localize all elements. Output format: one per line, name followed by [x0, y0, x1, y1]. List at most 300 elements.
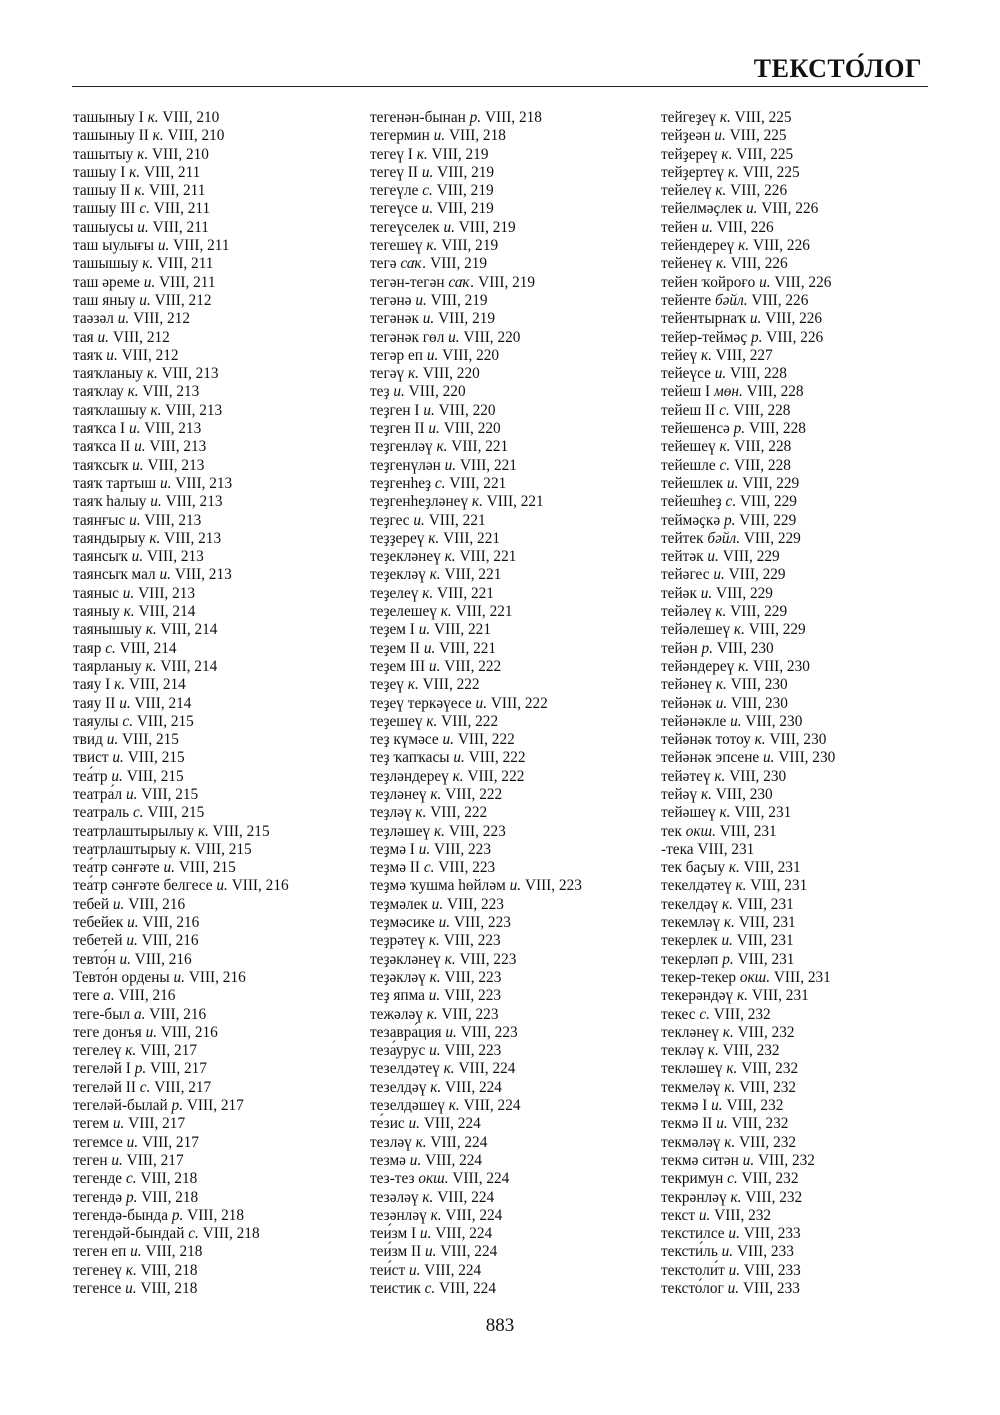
entry-reference: VIII, 229 — [722, 548, 780, 566]
entry-word: ташышыу — [73, 255, 139, 273]
entry-word: теге — [73, 987, 100, 1005]
entry-word: тегемсе — [73, 1133, 123, 1151]
index-entry — [370, 1024, 582, 1042]
entry-word: театраль — [73, 804, 130, 822]
entry-word: тейешле — [661, 456, 716, 474]
entry-word: текстоли́т — [661, 1261, 725, 1279]
index-entry — [661, 1115, 835, 1133]
index-entry — [73, 420, 289, 438]
index-entry — [661, 969, 835, 987]
entry-part-of-speech: к. — [147, 109, 159, 126]
entry-part-of-speech: и. — [119, 694, 131, 712]
entry-part-of-speech: и. — [150, 493, 162, 511]
index-entry — [73, 219, 289, 237]
index-entry — [73, 749, 289, 767]
index-entry — [661, 987, 835, 1005]
entry-word: тейелмәҫлек — [661, 200, 743, 218]
index-entry — [73, 1170, 289, 1188]
entry-part-of-speech: и. — [423, 401, 435, 419]
entry-word: теҙгенләү — [370, 438, 433, 456]
entry-word: текмеләү — [661, 1078, 721, 1096]
entry-part-of-speech: к. — [738, 237, 750, 255]
entry-reference: VIII, 224 — [452, 1170, 510, 1188]
entry-part-of-speech: и. — [429, 1042, 441, 1060]
entry-part-of-speech: и. — [106, 346, 118, 364]
entry-reference: VIII, 215 — [212, 822, 270, 840]
entry-word: теҙ — [370, 383, 390, 401]
entry-part-of-speech: к. — [730, 1188, 742, 1206]
index-entry — [661, 1225, 835, 1243]
entry-word: тегенеү — [73, 1261, 122, 1279]
index-entry — [370, 329, 582, 347]
entry-reference: VIII, 219 — [431, 145, 489, 163]
index-entry — [73, 146, 289, 164]
index-entry — [661, 1042, 835, 1060]
entry-reference: VIII, 232 — [726, 1097, 784, 1115]
entry-part-of-speech: к. — [179, 840, 191, 858]
entry-word: теҙмәлек — [370, 895, 428, 913]
entry-word: теймәҫкә — [661, 511, 721, 529]
entry-word: теге донъя — [73, 1023, 142, 1041]
index-entry — [661, 219, 835, 237]
entry-part-of-speech: с. — [105, 639, 116, 657]
entry-word: тексти́ль — [661, 1243, 718, 1261]
index-entry — [370, 255, 582, 273]
entry-part-of-speech: к. — [152, 127, 164, 145]
index-entry — [73, 603, 289, 621]
entry-word: тегендә-бында — [73, 1206, 169, 1224]
entry-part-of-speech: к. — [724, 1078, 736, 1096]
entry-reference: VIII, 215 — [136, 712, 194, 730]
index-entry — [73, 1006, 289, 1024]
entry-reference: VIII, 216 — [141, 932, 199, 950]
entry-reference: VIII, 216 — [188, 968, 246, 986]
index-entry — [370, 987, 582, 1005]
entry-reference: VIII, 219 — [430, 291, 488, 309]
entry-part-of-speech: к. — [721, 145, 733, 163]
entry-reference: VIII, 229 — [743, 529, 801, 547]
index-entry — [370, 274, 582, 292]
entry-word: тегеләй-былай — [73, 1097, 168, 1115]
entry-word: текләнеү — [661, 1023, 719, 1041]
entry-part-of-speech: и. — [131, 548, 144, 566]
entry-word: теҙген I — [370, 401, 420, 419]
entry-reference: VIII, 231 — [773, 968, 831, 986]
index-entry — [73, 1189, 289, 1207]
entry-word: текелдәү — [661, 895, 719, 913]
entry-word: тейтәк — [661, 548, 704, 566]
entry-word: теҙем III — [370, 657, 426, 675]
index-entry — [73, 987, 289, 1005]
index-entry — [370, 457, 582, 475]
entry-word: тейешһеҙ — [661, 493, 722, 511]
entry-word: тейәлеү — [661, 603, 712, 621]
entry-reference: VIII, 230 — [769, 731, 827, 749]
entry-part-of-speech: к. — [422, 1188, 434, 1206]
entry-part-of-speech: с. — [434, 474, 446, 492]
entry-part-of-speech: и. — [126, 1133, 139, 1151]
entry-reference: VIII, 231 — [751, 987, 809, 1005]
entry-reference: VIII, 229 — [742, 474, 800, 492]
entry-word: теза́урус — [370, 1042, 426, 1060]
entry-reference: VIII, 210 — [162, 109, 220, 126]
entry-part-of-speech: и. — [157, 237, 170, 255]
entry-reference: VIII, 232 — [737, 1023, 795, 1041]
index-entry — [73, 365, 289, 383]
entry-part-of-speech: и. — [111, 1151, 123, 1169]
entry-reference: VIII, 233 — [742, 1280, 800, 1297]
entry-reference: VIII, 232 — [722, 1042, 780, 1060]
entry-reference: VIII, 214 — [160, 657, 218, 675]
entry-reference: VIII, 225 — [742, 163, 800, 181]
entry-part-of-speech: к. — [444, 548, 456, 566]
index-entry — [661, 768, 835, 786]
entry-word: тегендә — [73, 1188, 123, 1206]
index-entry — [370, 768, 582, 786]
entry-part-of-speech: и. — [127, 914, 139, 932]
entry-reference: VIII, 223 — [453, 914, 511, 932]
entry-word: теҙешеү — [370, 712, 423, 730]
entry-word: тейәнәкле — [661, 712, 727, 730]
index-entry — [73, 347, 289, 365]
entry-word: тексто́лог — [661, 1280, 724, 1297]
entry-word: теи́зм I — [370, 1225, 417, 1243]
entry-word: тегеүселек — [370, 218, 440, 236]
index-entry — [73, 914, 289, 932]
index-entry — [73, 1243, 289, 1261]
entry-word: тейәнәк — [661, 694, 712, 712]
entry-part-of-speech: к. — [471, 493, 483, 511]
entry-word: таяҡ тартыш — [73, 474, 157, 492]
index-entry — [73, 457, 289, 475]
entry-word: тебей — [73, 895, 110, 913]
entry-word: тегелеү — [73, 1042, 122, 1060]
index-entry — [73, 1262, 289, 1280]
entry-reference: VIII, 219 — [436, 182, 494, 200]
entry-part-of-speech: и. — [159, 474, 172, 492]
entry-word: теҙекләнеү — [370, 548, 441, 566]
entry-word: тейәлешеү — [661, 621, 731, 639]
entry-part-of-speech: к. — [125, 1042, 137, 1060]
index-entry — [370, 786, 582, 804]
entry-reference: VIII, 223 — [460, 1023, 518, 1041]
entry-part-of-speech: р. — [171, 1097, 184, 1115]
entry-part-of-speech: к. — [137, 145, 149, 163]
entry-word: тегә — [370, 255, 397, 273]
entry-word: таяҡса I — [73, 420, 126, 438]
entry-reference: VIII, 216 — [142, 914, 200, 932]
entry-reference: VIII, 211 — [152, 218, 209, 236]
entry-reference: VIII, 220 — [408, 383, 466, 401]
entry-reference: VIII, 213 — [146, 548, 204, 566]
index-entry — [661, 566, 835, 584]
entry-reference: VIII, 224 — [424, 1261, 482, 1279]
entry-reference: VIII, 231 — [737, 950, 795, 968]
index-entry — [370, 658, 582, 676]
entry-reference: VIII, 213 — [175, 474, 233, 492]
index-entry — [73, 237, 289, 255]
entry-part-of-speech: к. — [715, 676, 727, 694]
entry-reference: VIII, 224 — [439, 1280, 496, 1297]
entry-reference: VIII, 213 — [142, 383, 200, 401]
entry-part-of-speech: и. — [763, 749, 775, 767]
entry-word: тегән-тегән — [370, 273, 445, 291]
index-entry — [661, 621, 835, 639]
entry-part-of-speech: и. — [445, 1023, 457, 1041]
index-entry — [661, 475, 835, 493]
entry-word: теҙмә I — [370, 840, 415, 858]
entry-reference: VIII, 220 — [438, 401, 496, 419]
index-entry — [661, 438, 835, 456]
entry-word: теҙелеү — [370, 584, 419, 602]
entry-reference: VIII, 226 — [765, 310, 823, 328]
entry-word: тейешлек — [661, 474, 724, 492]
entry-reference: VIII, 221 — [443, 529, 501, 547]
entry-part-of-speech: к. — [724, 1133, 736, 1151]
entry-part-of-speech: к. — [733, 621, 745, 639]
entry-reference: VIII, 220 — [442, 346, 500, 364]
entry-reference: VIII, 218 — [145, 1243, 203, 1261]
entry-part-of-speech: и. — [393, 383, 405, 401]
entry-word: тейеү — [661, 346, 698, 364]
index-entry — [73, 640, 289, 658]
entry-reference: VIII, 213 — [164, 529, 222, 547]
index-entry — [370, 127, 582, 145]
entry-word: таяҡсыҡ — [73, 456, 129, 474]
index-entry — [73, 530, 289, 548]
entry-word: таяу I — [73, 676, 111, 694]
entry-word: тейән — [661, 639, 698, 657]
entry-reference: VIII, 229 — [728, 566, 786, 584]
entry-part-of-speech: и. — [698, 1206, 711, 1224]
entry-part-of-speech: к. — [428, 932, 440, 950]
entry-word: таяндырыу — [73, 529, 146, 547]
entry-reference: VIII, 211 — [153, 200, 211, 218]
entry-word: тейентырнаҡ — [661, 310, 746, 328]
entry-reference: VIII, 224 — [435, 1225, 493, 1243]
entry-reference: VIII, 232 — [713, 1005, 771, 1023]
entry-part-of-speech: к. — [429, 566, 441, 584]
entry-part-of-speech: к. — [150, 401, 162, 419]
entry-word: тегендәй-бындай — [73, 1225, 185, 1243]
index-entry — [370, 585, 582, 603]
entry-reference: VIII, 212 — [121, 346, 179, 364]
entry-word: тегеләй II — [73, 1078, 136, 1096]
index-entry — [661, 292, 835, 310]
entry-part-of-speech: к. — [700, 785, 712, 803]
entry-reference: VIII, 225 — [734, 109, 792, 126]
entry-part-of-speech: и. — [730, 712, 742, 730]
entry-reference: VIII, 221 — [459, 548, 517, 566]
entry-part-of-speech: и. — [163, 859, 176, 877]
entry-part-of-speech: и. — [701, 218, 713, 236]
entry-part-of-speech: к. — [719, 804, 731, 822]
entry-reference: VIII, 221 — [449, 474, 507, 492]
entry-reference: VIII, 229 — [730, 603, 788, 621]
index-entry — [73, 329, 289, 347]
entry-part-of-speech: к. — [700, 346, 712, 364]
entry-word: теҙгес — [370, 511, 410, 529]
entry-reference: VIII, 215 — [147, 804, 205, 822]
entry-reference: VIII, 218 — [187, 1206, 245, 1224]
entry-reference: VIII, 228 — [746, 383, 804, 401]
header-word: ТЕКСТО́ЛОГ — [753, 54, 922, 83]
index-entry — [370, 713, 582, 731]
entry-part-of-speech: к. — [430, 785, 442, 803]
entry-reference: VIII, 226 — [716, 218, 774, 236]
entry-word: театра́л — [73, 785, 123, 803]
entry-reference: VIII, 230 — [729, 767, 787, 785]
entry-word: ташыу II — [73, 182, 131, 200]
entry-reference: VIII, 232 — [739, 1133, 797, 1151]
entry-word: теҙ япма — [370, 987, 425, 1005]
index-entry — [661, 164, 835, 182]
entry-word: театрлаштырылыу — [73, 822, 195, 840]
entry-reference: VIII, 219 — [437, 163, 495, 181]
entry-word: тезелдәү — [370, 1078, 427, 1096]
entry-word: тейәшеү — [661, 804, 716, 822]
entry-part-of-speech: к. — [727, 163, 739, 181]
entry-part-of-speech: и. — [139, 291, 151, 309]
index-entry — [370, 1079, 582, 1097]
index-entry — [661, 548, 835, 566]
entry-part-of-speech: и. — [428, 987, 441, 1005]
entry-reference: VIII, 214 — [119, 639, 177, 657]
entry-part-of-speech: к. — [430, 1206, 442, 1224]
entry-reference: VIII, 230 — [715, 785, 773, 803]
entry-reference: VIII, 218 — [140, 1280, 198, 1297]
entry-part-of-speech: с. — [132, 804, 144, 822]
index-entry — [73, 877, 289, 895]
entry-reference: VIII, 230 — [745, 712, 803, 730]
entry-reference: VIII, 217 — [128, 1115, 186, 1133]
entry-word: театрлаштырыу — [73, 840, 177, 858]
entry-part-of-speech: к. — [145, 657, 157, 675]
entry-reference: VIII, 224 — [445, 1206, 503, 1224]
entry-word: тейешенсә — [661, 420, 730, 438]
index-entry — [73, 786, 289, 804]
entry-part-of-speech: и. — [443, 218, 455, 236]
entry-reference: VIII, 231 — [750, 877, 808, 895]
entry-part-of-speech: и. — [475, 694, 488, 712]
entry-reference: VIII, 214 — [134, 694, 192, 712]
index-entry — [73, 804, 289, 822]
entry-word: тейәгес — [661, 566, 710, 584]
entry-reference: VIII, 231 — [743, 859, 801, 877]
entry-part-of-speech: и. — [132, 456, 144, 474]
entry-reference: VIII, 233 — [736, 1243, 794, 1261]
entry-word: таәзәл — [73, 310, 114, 328]
entry-reference: VIII, 215 — [127, 749, 185, 767]
entry-part-of-speech: к. — [722, 895, 733, 913]
index-entry — [370, 896, 582, 914]
entry-part-of-speech: и. — [126, 932, 138, 950]
entry-reference: VIII, 232 — [731, 1115, 789, 1133]
entry-word: теҙмә ҡушма һөйләм — [370, 877, 506, 895]
entry-part-of-speech: к. — [134, 182, 146, 200]
index-entry — [370, 146, 582, 164]
index-entry — [73, 274, 289, 292]
entry-reference: VIII, 229 — [748, 621, 806, 639]
index-entry — [370, 164, 582, 182]
entry-word: текмә II — [661, 1115, 713, 1133]
entry-word: текримун — [661, 1170, 724, 1188]
index-entry — [661, 640, 835, 658]
index-entry — [73, 512, 289, 530]
entry-word: тегеү II — [370, 163, 418, 181]
index-entry — [661, 1243, 835, 1261]
index-entry — [661, 1207, 835, 1225]
entry-reference: VIII, 218 — [140, 1170, 198, 1188]
index-entry — [73, 164, 289, 182]
entry-word: тейәнәк эпсене — [661, 749, 760, 767]
entry-word: теҙмә II — [370, 859, 420, 877]
entry-word: тая — [73, 328, 94, 346]
index-entry — [73, 1024, 289, 1042]
entry-reference: VIII, 215 — [141, 785, 199, 803]
entry-part-of-speech: и. — [746, 200, 758, 218]
index-entry — [73, 255, 289, 273]
index-entry — [370, 841, 582, 859]
entry-word: ташыныу I — [73, 109, 144, 126]
index-entry — [370, 109, 582, 127]
entry-word: теҙгенһеҙ — [370, 474, 432, 492]
entry-reference: VIII, 212 — [154, 291, 212, 309]
entry-reference: VIII, 230 — [752, 657, 810, 675]
entry-reference: VIII, 229 — [739, 511, 797, 529]
entry-reference: VIII, 230 — [731, 694, 788, 712]
entry-word: Тевто́н ордены — [73, 968, 170, 986]
index-entry — [370, 1243, 582, 1261]
entry-word: тегермин — [370, 127, 430, 145]
entry-part-of-speech: к. — [715, 255, 727, 273]
index-entry — [370, 676, 582, 694]
entry-part-of-speech: бәйл. — [707, 529, 741, 547]
entry-part-of-speech: р. — [469, 109, 482, 126]
entry-word: теи́зм II — [370, 1243, 422, 1261]
index-entry — [661, 896, 835, 914]
index-entry — [370, 1115, 582, 1133]
entry-reference: VIII, 211 — [173, 237, 230, 255]
entry-reference: VIII, 215 — [122, 731, 179, 749]
entry-part-of-speech: с. — [122, 712, 134, 730]
entry-word: тейҙеән — [661, 127, 711, 145]
index-entry — [73, 1134, 289, 1152]
entry-reference: VIII, 222 — [457, 731, 515, 749]
entry-part-of-speech: и. — [749, 310, 762, 328]
entry-word: теҙем I — [370, 621, 415, 639]
entry-reference: VIII, 222 — [441, 712, 499, 730]
entry-part-of-speech: и. — [715, 694, 728, 712]
entry-part-of-speech: и. — [509, 877, 522, 895]
entry-part-of-speech: и. — [112, 749, 124, 767]
entry-word: ташыу III — [73, 200, 136, 218]
entry-reference: VIII, 221 — [428, 511, 486, 529]
index-entry — [661, 951, 835, 969]
index-entry — [661, 1262, 835, 1280]
entry-word: тезелдәтеү — [370, 1060, 440, 1078]
index-entry — [661, 1024, 835, 1042]
entry-reference: VIII, 232 — [739, 1078, 797, 1096]
index-entry — [370, 1225, 582, 1243]
entry-reference: VIII, 223 — [434, 840, 491, 858]
entry-part-of-speech: к. — [434, 822, 445, 840]
entry-reference: VIII, 221 — [444, 566, 502, 584]
entry-part-of-speech: и. — [106, 731, 119, 749]
entry-part-of-speech: с. — [727, 1170, 738, 1188]
entry-part-of-speech: к. — [129, 163, 141, 181]
entry-part-of-speech: и. — [418, 621, 431, 639]
